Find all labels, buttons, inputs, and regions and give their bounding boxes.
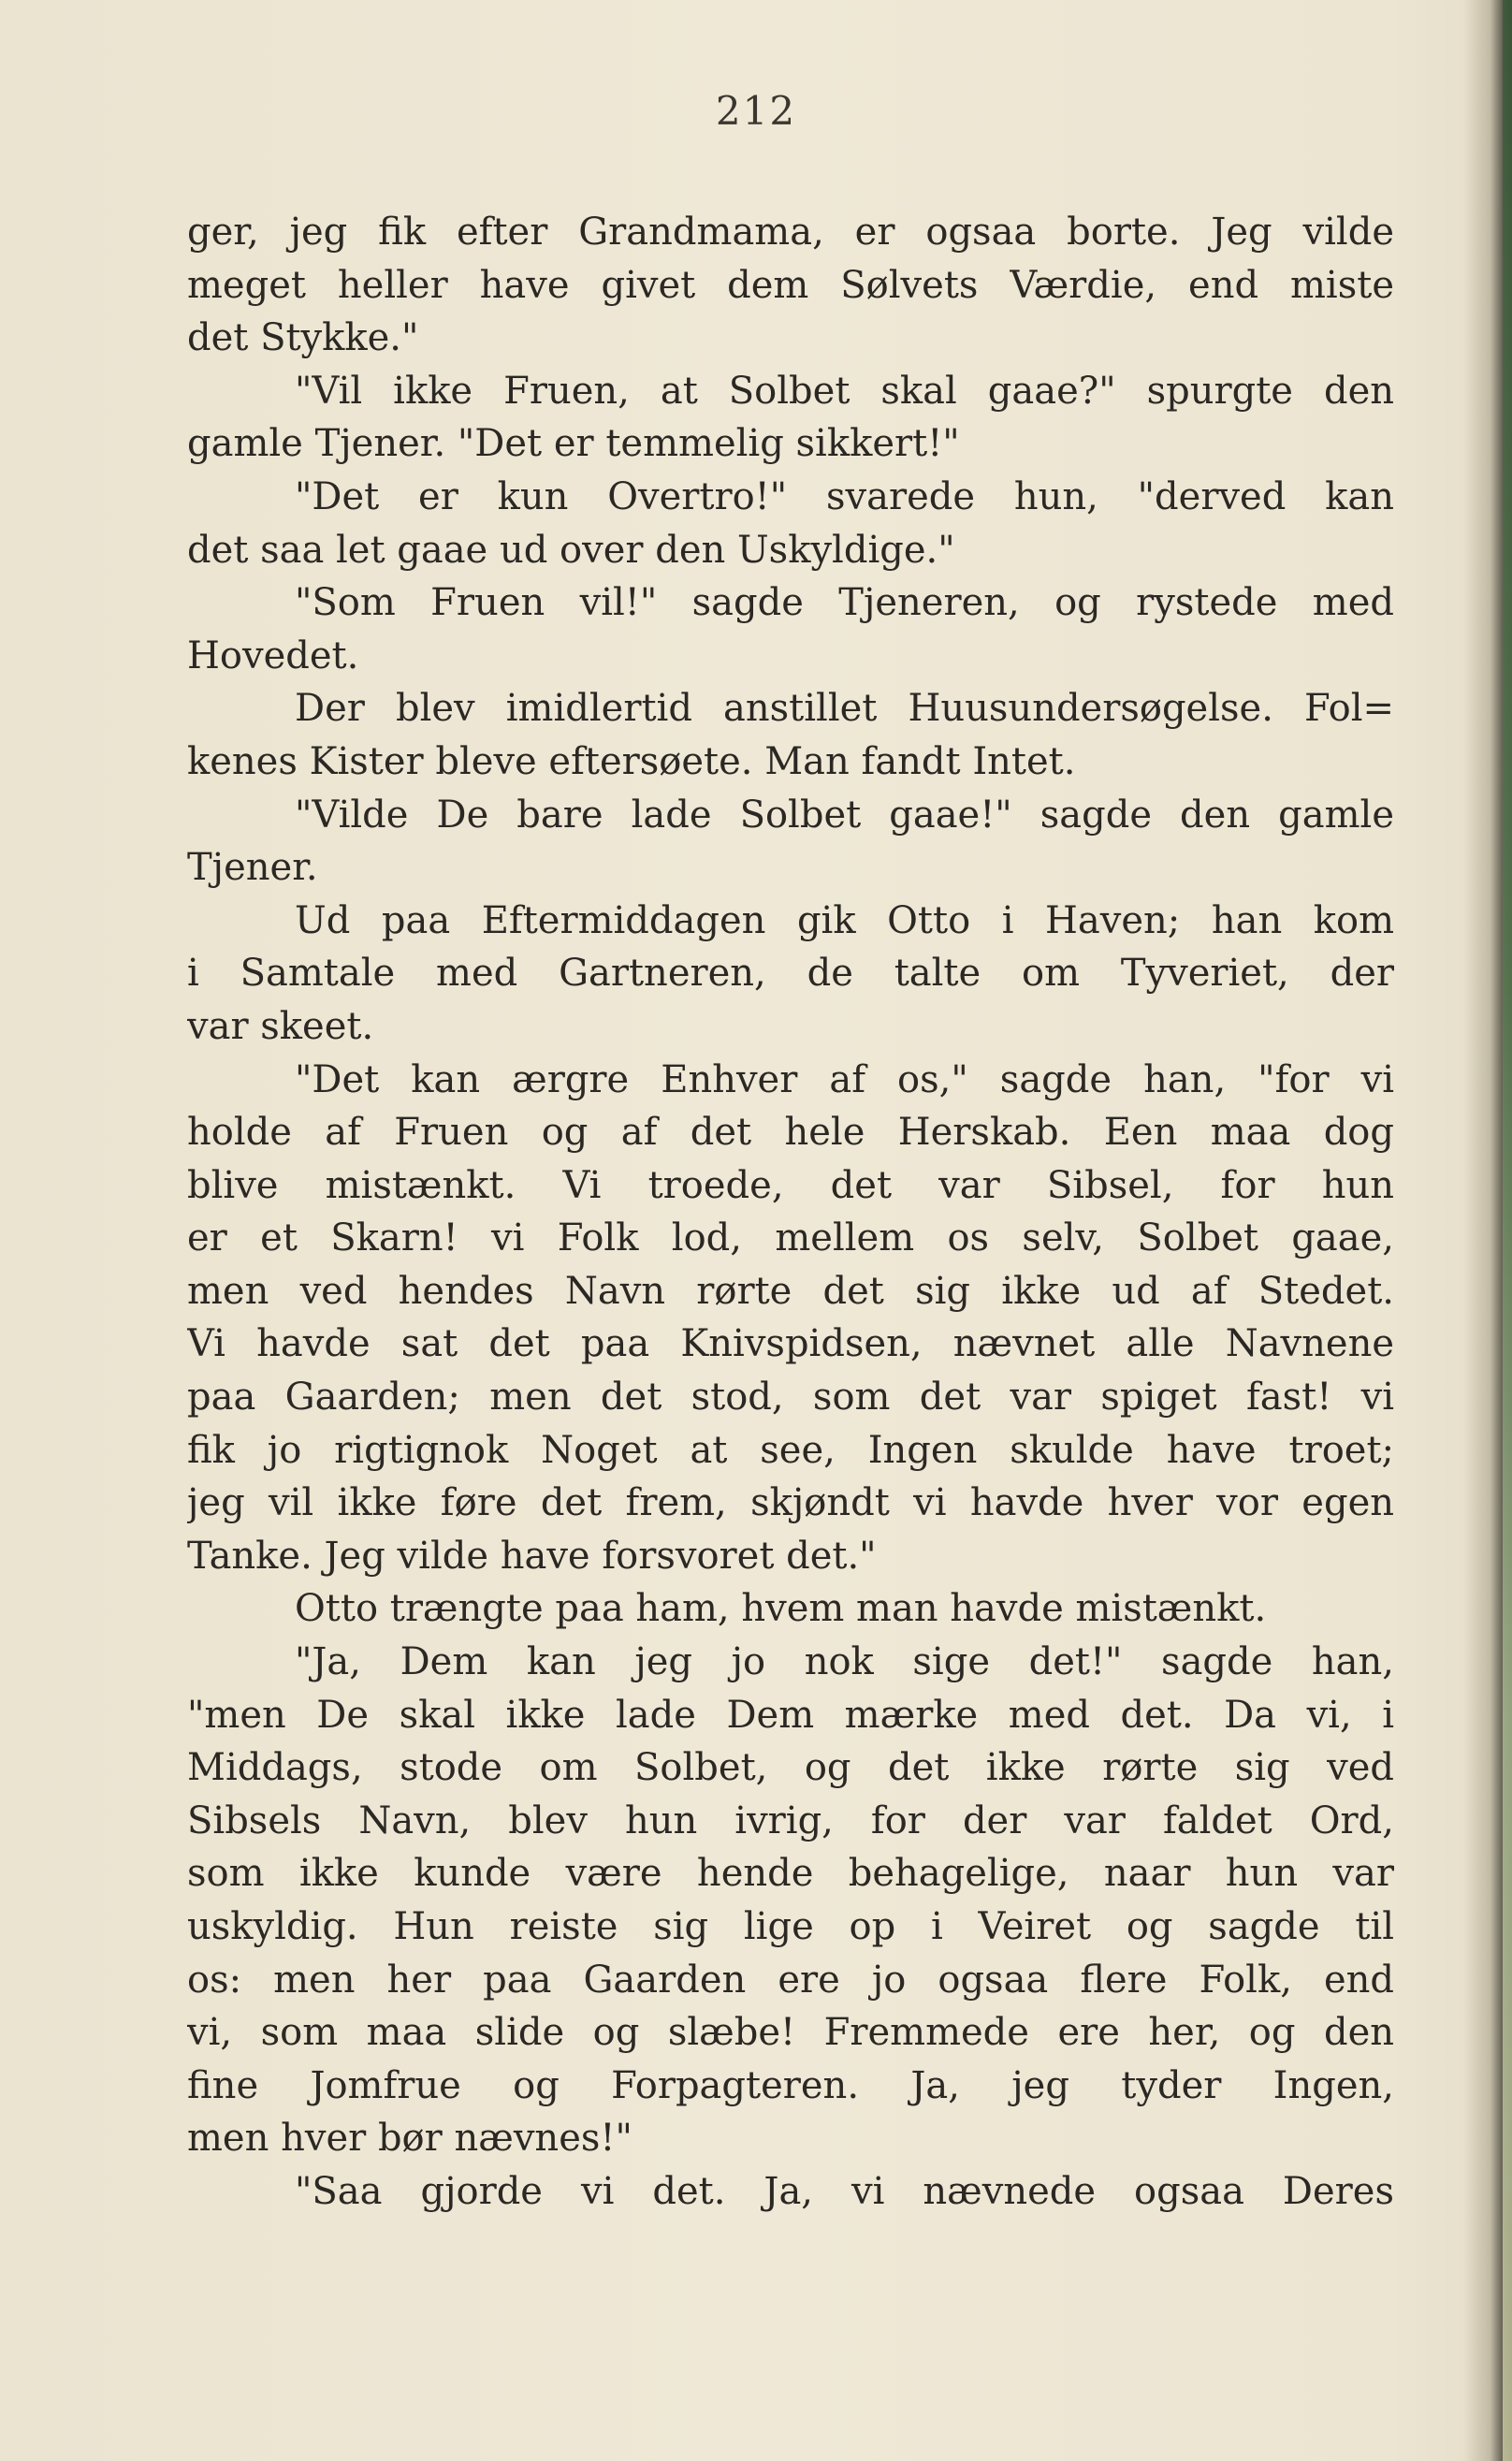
text-line: "Det kan ærgre Enhver af os," sagde han, "for vi — [295, 1057, 1394, 1101]
text-line: var skeet. — [187, 1004, 374, 1048]
text-line: blive mistænkt. Vi troede, det var Sibsel, for hun — [187, 1163, 1394, 1207]
text-line: Der blev imidlertid anstillet Huusundersøgelse. Fol= — [295, 687, 1394, 731]
page-edge-strip — [1503, 0, 1512, 2461]
text-line: holde af Fruen og af det hele Herskab. Een maa dog — [187, 1111, 1394, 1155]
text-line: jeg vil ikke føre det frem, skjøndt vi havde hver vor egen — [187, 1481, 1394, 1525]
text-line: "Ja, Dem kan jeg jo nok sige det!" sagde han, — [295, 1640, 1394, 1684]
text-line: vi, som maa slide og slæbe! Fremmede ere her, og den — [187, 2011, 1394, 2055]
text-line: men hver bør nævnes!" — [187, 2117, 632, 2161]
text-line: det saa let gaae ud over den Uskyldige." — [187, 528, 955, 572]
text-line: uskyldig. Hun reiste sig lige op i Veiret og sagde til — [187, 1905, 1394, 1948]
text-line: os: men her paa Gaarden ere jo ogsaa flere Folk, end — [187, 1958, 1394, 2002]
text-line: Vi havde sat det paa Knivspidsen, nævnet alle Navnene — [187, 1322, 1394, 1366]
text-line: "Som Fruen vil!" sagde Tjeneren, og rystede med — [295, 581, 1394, 625]
text-line: gamle Tjener. "Det er temmelig sikkert!" — [187, 422, 960, 466]
text-line: "Det er kun Overtro!" svarede hun, "derved kan — [295, 474, 1394, 518]
text-line: Ud paa Eftermiddagen gik Otto i Haven; han kom — [295, 898, 1394, 942]
text-line: fik jo rigtignok Noget at see, Ingen skulde have troet; — [187, 1428, 1394, 1472]
text-line: paa Gaarden; men det stod, som det var spiget fast! vi — [187, 1376, 1394, 1420]
text-line: "Saa gjorde vi det. Ja, vi nævnede ogsaa Deres — [295, 2169, 1394, 2213]
text-line: Tjener. — [187, 846, 318, 890]
text-line: kenes Kister bleve eftersøete. Man fandt Intet. — [187, 739, 1076, 783]
text-line: ger, jeg fik efter Grandmama, er ogsaa borte. Jeg vilde — [187, 211, 1394, 254]
text-line: Sibsels Navn, blev hun ivrig, for der var faldet Ord, — [187, 1798, 1394, 1842]
text-line: Middags, stode om Solbet, og det ikke rørte sig ved — [187, 1746, 1394, 1790]
text-line: i Samtale med Gartneren, de talte om Tyveriet, der — [187, 952, 1394, 996]
text-line: Otto trængte paa ham, hvem man havde mistænkt. — [295, 1587, 1267, 1631]
text-line: "Vilde De bare lade Solbet gaae!" sagde den gamle — [295, 793, 1394, 837]
text-line: er et Skarn! vi Folk lod, mellem os selv, Solbet gaae, — [187, 1216, 1394, 1260]
text-line: det Stykke." — [187, 316, 419, 360]
text-line: fine Jomfrue og Forpagteren. Ja, jeg tyder Ingen, — [187, 2063, 1394, 2107]
text-line: men ved hendes Navn rørte det sig ikke ud af Stedet. — [187, 1269, 1394, 1313]
body-text — [187, 206, 1394, 2219]
text-line: som ikke kunde være hende behagelige, naar hun var — [187, 1852, 1394, 1896]
page-number: 212 — [715, 88, 797, 134]
text-line: meget heller have givet dem Sølvets Værdie, end miste — [187, 263, 1394, 307]
text-line: "Vil ikke Fruen, at Solbet skal gaae?" spurgte den — [295, 369, 1394, 413]
text-line: Tanke. Jeg vilde have forsvoret det." — [187, 1534, 877, 1578]
text-line: Hovedet. — [187, 633, 359, 677]
text-line: "men De skal ikke lade Dem mærke med det. Da vi, i — [187, 1693, 1394, 1737]
